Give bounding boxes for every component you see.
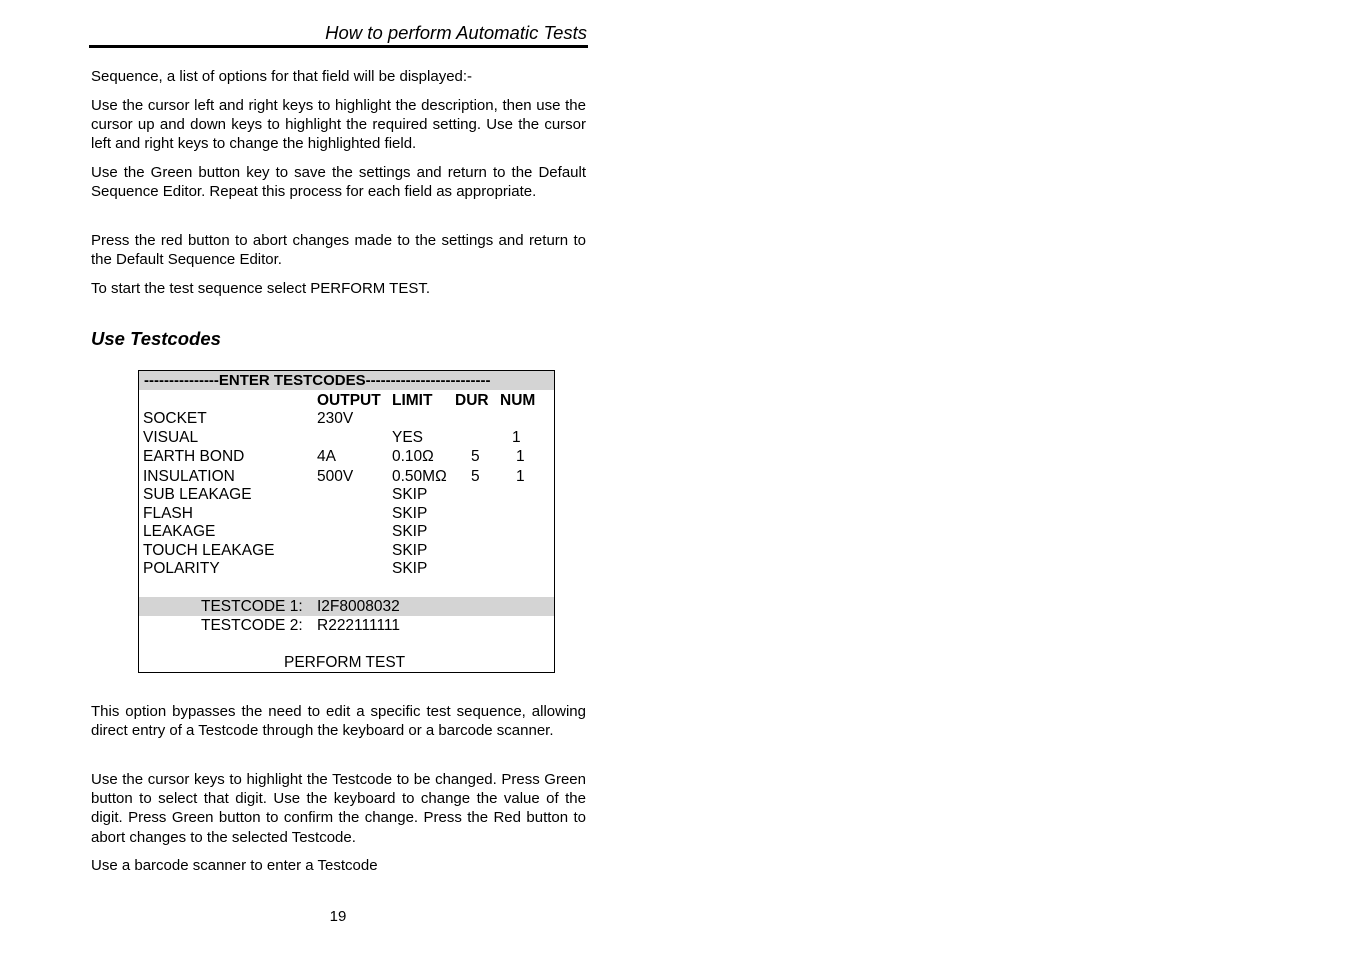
test-num: 1 xyxy=(512,429,521,446)
paragraph-bypass: This option bypasses the need to edit a specific test sequence, allowing direct entry of a Testcode through the keyboard or a barcode scanner. xyxy=(91,703,586,740)
paragraph-edit-testcode: Use the cursor keys to highlight the Testcode to be changed. Press Green button to select that digit. Use the keyboard to change the value of the digit. Press Green button to confirm the change. Press the Red button to abort changes to the selected Testcode. xyxy=(91,771,586,846)
running-header: How to perform Automatic Tests xyxy=(325,22,587,43)
test-dur: 5 xyxy=(471,448,480,465)
test-limit: 0.10Ω xyxy=(392,448,434,465)
enter-testcodes-screen xyxy=(138,370,555,673)
test-row-sub-leakage[interactable] xyxy=(139,485,554,504)
paragraph-sequence-list: Sequence, a list of options for that field will be displayed:- xyxy=(91,68,473,85)
column-limit-header: LIMIT xyxy=(392,392,433,409)
test-name: FLASH xyxy=(143,505,193,522)
test-row-visual[interactable] xyxy=(139,428,554,447)
perform-test-row xyxy=(139,653,554,672)
test-row-touch-leakage[interactable] xyxy=(139,541,554,560)
screen-title: ---------------ENTER TESTCODES------------------------- xyxy=(144,372,491,389)
test-name: VISUAL xyxy=(143,429,199,446)
test-output: 500V xyxy=(317,468,354,485)
test-row-leakage[interactable] xyxy=(139,522,554,541)
screen-title-bar xyxy=(139,371,554,390)
test-limit: SKIP xyxy=(392,542,428,559)
test-name: SOCKET xyxy=(143,410,207,427)
paragraph-red-button: Press the red button to abort changes made to the settings and return to the Default Sequence Editor. xyxy=(91,232,586,269)
test-output: 4A xyxy=(317,448,336,465)
test-dur: 5 xyxy=(471,468,480,485)
perform-test-option[interactable]: PERFORM TEST xyxy=(284,654,406,671)
test-limit: SKIP xyxy=(392,486,428,503)
paragraph-green-button: Use the Green button key to save the settings and return to the Default Sequence Editor. Repeat this process for each field as appropriate. xyxy=(91,164,586,201)
testcode-1-label: TESTCODE 1: xyxy=(201,598,303,615)
column-dur-header: DUR xyxy=(455,392,489,409)
section-heading: Use Testcodes xyxy=(91,328,221,349)
test-row-insulation[interactable] xyxy=(139,467,554,486)
paragraph-cursor-keys: Use the cursor left and right keys to highlight the description, then use the cursor up and down keys to highlight the required setting. Use the cursor left and right keys to change the highlighted field. xyxy=(91,97,586,153)
column-output-header: OUTPUT xyxy=(317,392,381,409)
test-name: TOUCH LEAKAGE xyxy=(143,542,275,559)
test-name: INSULATION xyxy=(143,468,235,485)
testcode-2-label: TESTCODE 2: xyxy=(201,617,303,634)
test-name: LEAKAGE xyxy=(143,523,216,540)
test-limit: SKIP xyxy=(392,505,428,522)
test-row-flash[interactable] xyxy=(139,504,554,523)
testcode-1-value[interactable]: I2F8008032 xyxy=(317,598,400,615)
testcode-1-row[interactable] xyxy=(139,597,554,616)
header-rule xyxy=(89,45,588,48)
test-limit: YES xyxy=(392,429,424,446)
test-name: SUB LEAKAGE xyxy=(143,486,252,503)
test-row-polarity[interactable] xyxy=(139,559,554,578)
test-limit: SKIP xyxy=(392,560,428,577)
paragraph-start-test: To start the test sequence select PERFORM TEST. xyxy=(91,280,431,297)
column-num-header: NUM xyxy=(500,392,536,409)
test-limit: SKIP xyxy=(392,523,428,540)
test-row-earth-bond[interactable] xyxy=(139,447,554,466)
test-row-socket[interactable] xyxy=(139,409,554,428)
test-name: POLARITY xyxy=(143,560,220,577)
test-name: EARTH BOND xyxy=(143,448,245,465)
test-num: 1 xyxy=(516,468,525,485)
test-num: 1 xyxy=(516,448,525,465)
paragraph-barcode: Use a barcode scanner to enter a Testcode xyxy=(91,857,378,874)
test-output: 230V xyxy=(317,410,354,427)
page-number: 19 xyxy=(329,908,347,925)
testcode-2-row[interactable] xyxy=(139,616,554,635)
test-limit: 0.50MΩ xyxy=(392,468,447,485)
column-header-row xyxy=(139,391,554,410)
testcode-2-value[interactable]: R222111111 xyxy=(317,617,401,634)
